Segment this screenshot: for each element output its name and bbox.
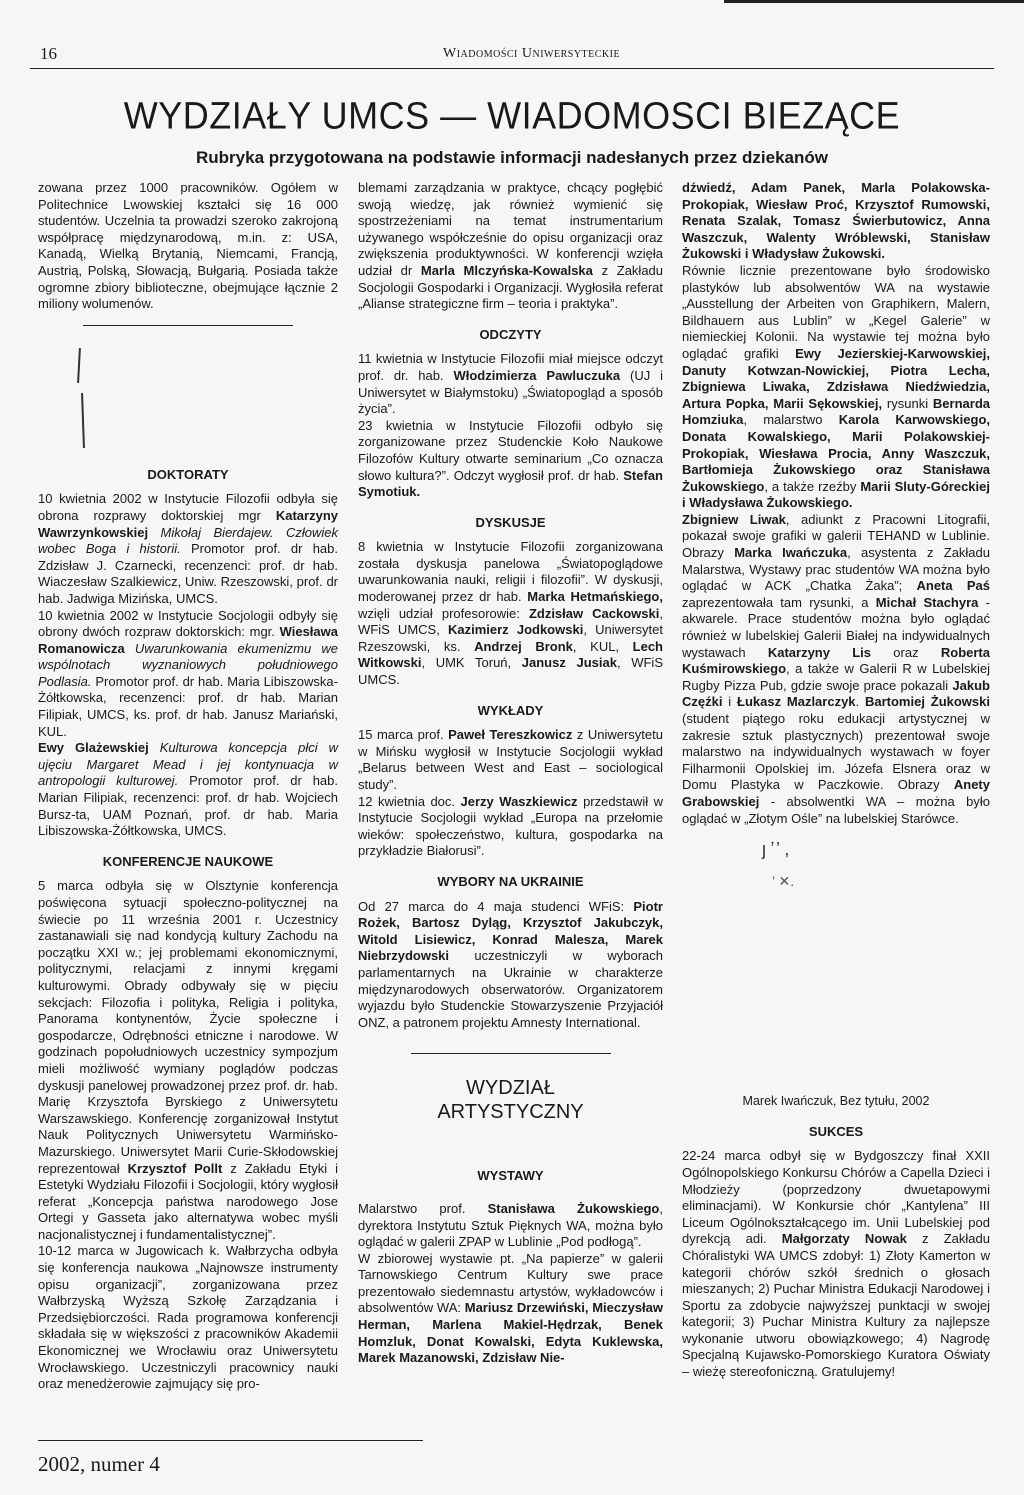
konferencja-1: 5 marca odbyła się w Olsztynie konferencja poświęcona sytuacji społeczno-politycznej na świecie po 11 września 2001 r. Uczestnicy zastanawiali się nad kondycją kultury Zachodu na początku XXI w.; jej problemami ekonomicznymi, politycznymi, relacjami z innymi kręgami kulturowymi. Obrady odbywały się w pięciu sekcjach: Filozofia i polityka, Religia i polityka, Panorama kontynentów, Życie społeczne i gospodarcze, Odrębności etniczne i narodowe. W godzinach popołudniowych uczestnicy sympozjum mieli możliwość wymiany poglądów podczas dyskusji panelowej prowadzonej przez prof. dr. hab. Marię Krzysztofa Byrskiego z Uniwersytetu Warszawskiego. Konferencję zorganizował Instytut Nauk Politycznych Uniwersytetu Warmińsko-Mazurskiego. Uniwersytet Marii Curie-Skłodowskiej reprezentował Krzysztof Pollt z Zakładu Etyki i Estetyki Wydziału Filozofii i Socjologii, który wygłosił referat „Koncepcja państwa narodowego Jose Ortegi y Gasseta jako alternatywa wobec myśli nacjonalistycznej i fundamentalistycznej”. (38, 878, 338, 1242)
heading-wystawy: WYSTAWY (477, 1168, 544, 1184)
wystawy-indywidualne: Zbigniew Liwak, adiunkt z Pracowni Litografii, pokazał swoje grafiki w galerii TEHAND w Lublinie. Obrazy Marka Iwańczuka, asystenta z Zakładu Malarstwa, Wystawy prac studentów WA można było oglądać w ACK „Chatka Żaka”; Aneta Paś zaprezentowała tam rysunki, a Michał Stachyra - akwarele. Prace studentów można było oglądać również w lubelskiej Galerii Białej na indywidualnych wystawach Katarzyny Lis oraz Roberta Kuśmirowskiego, a także w Galerii R w Lubelskiej Rugby Pizza Pub, gdzie swoje prace pokazali Jakub Częźki i Łukasz Mazlarczyk. Bartomiej Żukowski (student piątego roku edukacji artystycznej w zakresie sztuk plastycznych) prezentował swoje malarstwo na indywidualnych wystawach w foyer Filharmonii Opolskiej im. Józefa Elsnera oraz w Domu Plastyka w Paczkowie. Obrazy Anety Grabowskiej - absolwentki WA – można było oglądać w „Złotym Ośle” na lubelskiej Starówce. (682, 511, 991, 826)
heading-dyskusje: DYSKUSJE (475, 514, 546, 530)
artwork-image: ȷ ̛ ’ , ’ ✕. (762, 839, 795, 890)
page-number: 16 (40, 44, 57, 63)
intro-paragraph: zowana przez 1000 pracowników. Ogółem w Politechnice Lwowskiej kształci się 16 000 studentów. Uczelnia ta prowadzi szeroko zakrojoną współpracę międzynarodową, m.in. z: USA, Kanadą, Wielką Brytanią, Niemcami, Francją, Austrią, Polską, Słowacją, Bułgarią. Posiada także ogromne zbiory biblioteczne, obejmujące łącznie 2 miliony wolumenów. (38, 180, 338, 312)
running-header (30, 44, 994, 69)
odczyt-1: 11 kwietnia w Instytucie Filozofii miał miejsce odczyt prof. dr. hab. Włodzimierza Pawluczuka (UJ i Uniwersytet w Białymstoku) „Światopogląd a sposób życia”. (358, 351, 663, 417)
odczyt-2: 23 kwietnia w Instytucie Filozofii odbyło się zorganizowane przez Studenckie Koło Naukowe Filozofów Kultury otwarte seminarium „Co oznacza słowo kultura?”. Odczyt wygłosił prof. dr hab. Stefan Symotiuk. (358, 417, 663, 500)
column-3 (682, 180, 990, 1381)
konferencja-2: 10-12 marca w Jugowicach k. Wałbrzycha odbyła się konferencja naukowa „Najnowsze instrumenty opisu organizacji”, zorganizowana przez Wałbrzyską Wyższą Szkołę Zarządzania i Przedsiębiorczości. Rada programowa konferencji składała się w większości z pracowników Akademii Ekonomicznej we Wrocławiu oraz Uniwersytetu Wrocławskiego. Uczestniczyli pracownicy nauki oraz menedżerowie zajmujący się pro- (38, 1243, 338, 1392)
sukces-paragraph: 22-24 marca odbył się w Bydgoszczy finał XXII Ogólnopolskiego Konkursu Chórów a Capella Dzieci i Młodzieży (poprzedzony dwuetapowymi eliminacjami). W Konkursie chór „Kantylena” III Liceum Ogólnokształcącego im. Unii Lubelskiej pod dyrekcją adi. Małgorzaty Nowak z Zakładu Chóralistyki WA UMCS zdobył: 1) Złoty Kamerton w kategorii chórów szkół średnich o głosach mieszanych; 2) Puchar Ministra Edukacji Narodowej i Sportu za zdobycie najwyższej punktacji w swojej kategorii; 3) Puchar Ministra Kultury za najlepsze wykonanie utworu obowiązkowego; 4) Nagrodę Specjalną Kujawsko-Pomorskiego Kuratora Oświaty – wieżę stereofoniczną. Gratulujemy! (682, 1148, 990, 1380)
konferencja-cont: blemami zarządzania w praktyce, chcący pogłębić swoją wiedzę, jak również wymienić się spostrzeżeniami na temat instrumentarium używanego współcześnie do opisu organizacji oraz zwiększenia produktywności. W konferencji wzięła udział dr Marla Mlczyńska-Kowalska z Zakładu Socjologii Gospodarki i Organizacji. Wygłosiła referat „Alianse strategiczne firm – teoria i praktyka”. (358, 180, 664, 312)
wybory-paragraph: Od 27 marca do 4 maja studenci WFiS: Piotr Rożek, Bartosz Dyląg, Krzysztof Jakubczyk, Witold Lisiewicz, Konrad Malesza, Marek Niebrzydowski uczestniczyli w wyborach parlamentarnych na Ukrainie w charakterze międzynarodowych obserwatorów. Organizatorem wyjazdu było Studenckie Stowarzyszenie Przyjaciół ONZ, a patronem projektu Amnesty International. (358, 898, 663, 1030)
top-rule (724, 0, 1024, 3)
heading-wybory: WYBORY NA UKRAINIE (437, 873, 584, 889)
footer-rule (38, 1440, 423, 1441)
dyskusja: 8 kwietnia w Instytucie Filozofii zorganizowana została dyskusja panelowa „Światopoglądowe uwarunkowania nauki, religii i filozofii”. W dyskusji, moderowanej przez dr hab. Marka Hetmańskiego, wzięli udział profesorowie: Zdzisław Cackowski, WFiS UMCS, Kazimierz Jodkowski, Uniwersytet Rzeszowski, ks. Andrzej Bronk, KUL, Lech Witkowski, UMK Toruń, Janusz Jusiak, WFiS UMCS. (358, 539, 663, 688)
column-2 (358, 180, 663, 1367)
divider (411, 1053, 611, 1054)
wyklad-1: 15 marca prof. Paweł Tereszkowicz z Uniwersytetu w Mińsku wygłosił w Instytucie Socjologii wykład „Belarus between West and East – sociological study”. (358, 727, 663, 792)
issue-footer: 2002, numer 4 (38, 1452, 160, 1476)
doktorat-2: 10 kwietnia 2002 w Instytucie Socjologii odbyły się obrony dwóch rozpraw doktorskich: mgr. Wiesława Romanowicza Uwarunkowania ekumenizmu we wspólnotach wyznaniowych południowego Podlasia. Promotor prof. dr hab. Maria Libiszowska-Żółtkowska, recenzenci: prof. dr hab. Marian Filipiak, UMCS, ks. prof. dr hab. Janusz Mariański, KUL. (38, 607, 338, 739)
journal-title: Wiadomości Uniwersyteckie (443, 46, 621, 61)
wystawa-1: Malarstwo prof. Stanisława Żukowskiego, dyrektora Instytutu Sztuk Pięknych WA, można było oglądać w galerii ZPAP w Lublinie „Pod podłogą”. (358, 1200, 663, 1250)
section-subtitle: Rubryka przygotowana na podstawie informacji nadesłanych przez dziekanów (196, 148, 828, 167)
heading-wydzial-1: WYDZIAŁ (466, 1077, 555, 1100)
wystawa-cont: dźwiedź, Adam Panek, Marla Polakowska-Prokopiak, Wiesław Proć, Krzysztof Rumowski, Renata Szalak, Tomasz Świerbutowicz, Anna Waszczuk, Walenty Wróblewski, Stanisław Żukowski i Władysław Żukowski. (682, 180, 990, 262)
image-caption: Marek Iwańczuk, Bez tytułu, 2002 (742, 1094, 930, 1109)
section-title: WYDZIAŁY UMCS — WIADOMOSCI BIEZĄCE (123, 93, 901, 137)
divider (83, 325, 293, 326)
column-1 (38, 180, 338, 1393)
heading-konferencje: KONFERENCJE NAUKOWE (102, 853, 274, 869)
doktorat-1: 10 kwietnia 2002 w Instytucie Filozofii odbyła się obrona rozprawy doktorskiej mgr Katarzyny Wawrzynkowskiej Mikołaj Bierdajew. Człowiek wobec Boga i historii. Promotor prof. dr hab. Zdzisław J. Czarnecki, recenzenci: prof. dr hab. Wiaczesław Szalkiewicz, Uniw. Rzeszowski, prof. dr hab. Jadwiga Mizińska, UMCS. (38, 491, 338, 606)
wystawa-kolonia: Równie licznie prezentowane było środowisko plastyków lub absolwentów WA na wystawie „Ausstellung der Arbeiten von Graphikern, Malern, Bildhauern aus Lublin” w „Kegel Galerie” w niemieckiej Kolonii. Na wystawie tej można było oglądać grafiki Ewy Jezierskiej-Karwowskiej, Danuty Kotwzan-Nowickiej, Piotra Lecha, Zbigniewa Liwaka, Zdzisława Niedźwiedzia, Artura Popka, Marii Sękowskiej, rysunki Bernarda Homziuka, malarstwo Karola Karwowskiego, Donata Kowalskiego, Marii Polakowskiej-Prokopiak, Wiesława Procia, Anny Waszczuk, Bartłomieja Żukowskiego oraz Stanisława Żukowskiego, a także rzeźby Marii Sluty-Góreckiej i Władysława Żukowskiego. (682, 262, 990, 511)
heading-sukces: SUKCES (808, 1123, 864, 1139)
wyklad-2: 12 kwietnia doc. Jerzy Waszkiewicz przedstawił w Instytucie Socjologii wykład „Europa na przełomie wieków: społeczeństwo, kultura, gospodarka na przykładzie Białorusi”. (358, 793, 663, 859)
wystawa-2: W zbiorowej wystawie pt. „Na papierze” w galerii Tarnowskiego Centrum Kultury swe prace prezentowało siedemnastu artystów, wykładowców i absolwentów WA: Mariusz Drzewiński, Mieczysław Herman, Marlena Makiel-Hędrzak, Benek Homzluk, Donat Kowalski, Edyta Kuklewska, Marek Mazanowski, Zdzisław Nie- (358, 1250, 664, 1366)
heading-odczyty: ODCZYTY (479, 326, 542, 342)
handwritten-mark (38, 338, 338, 453)
heading-doktoraty: DOKTORATY (147, 466, 229, 482)
heading-wydzial-2: ARTYSTYCZNY (437, 1101, 584, 1124)
doktorat-3: Ewy Glażewskiej Kulturowa koncepcja płci w ujęciu Margaret Mead i jej kontynuacja w antropologii kulturowej. Promotor prof. dr hab. Marian Filipiak, recenzenci: prof. dr hab. Wojciech Bursz-ta, UAM Poznań, prof. dr hab. Maria Libiszowska-Żółtkowska, UMCS. (38, 740, 338, 839)
heading-wyklady: WYKŁADY (477, 702, 544, 718)
